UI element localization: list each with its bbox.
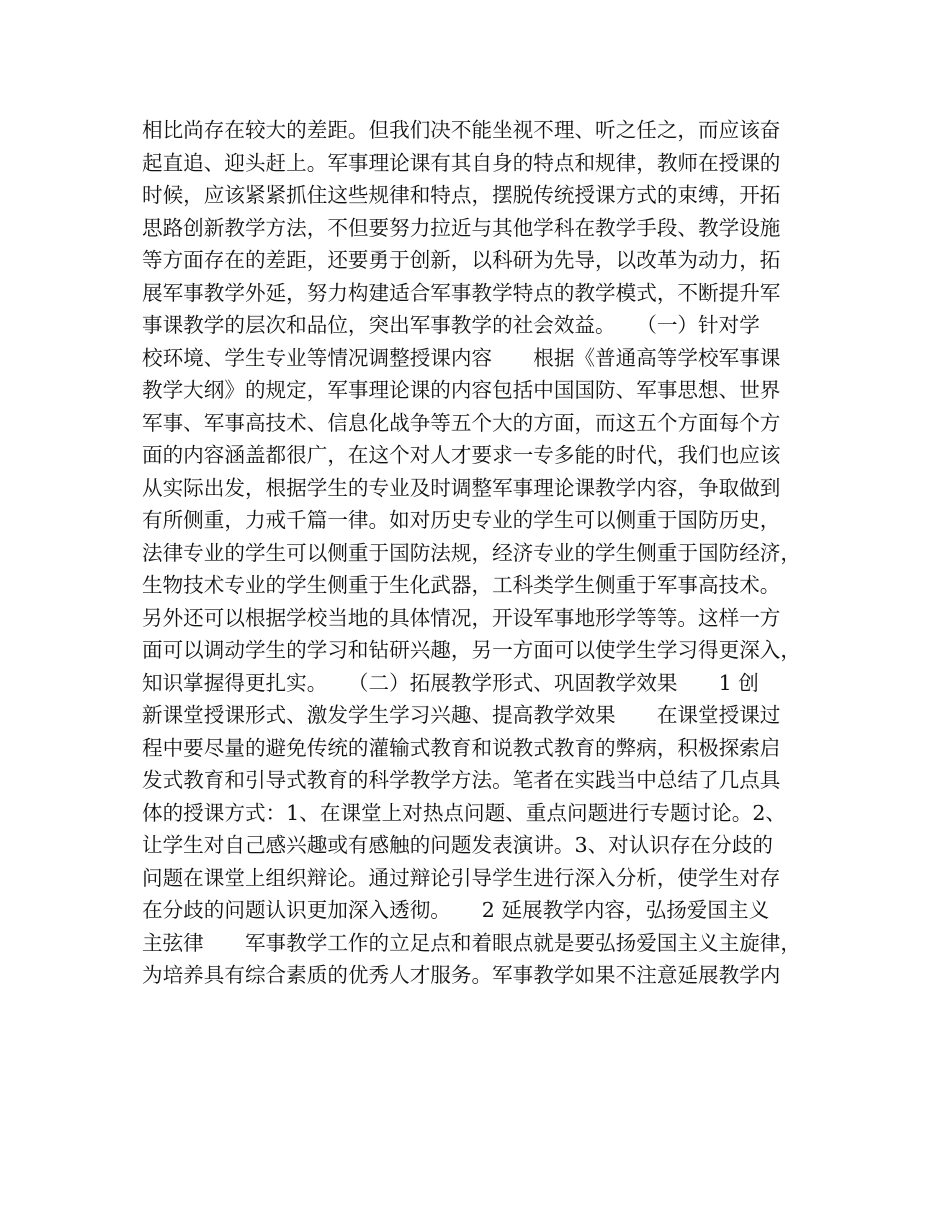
text-line: 在分歧的问题认识更加深入透彻。 2 延展教学内容，弘扬爱国主义 [142,898,770,922]
text-line: 时候，应该紧紧抓住这些规律和特点，摆脱传统授课方式的束缚，开拓 [142,183,781,207]
text-line: 体的授课方式：1、在课堂上对热点问题、重点问题进行专题讨论。2、 [142,800,787,825]
text-line: 让学生对自己感兴趣或有感触的问题发表演讲。3、对认识存在分歧的 [142,833,773,857]
text-line: 面可以调动学生的学习和钻研兴趣，另一方面可以使学生学习得更深入， [142,638,801,662]
text-line: 思路创新教学方法，不但要努力拉近与其他学科在教学手段、教学设施 [142,215,781,240]
text-line: 面的内容涵盖都很广，在这个对人才要求一专多能的时代，我们也应该 [142,443,781,467]
text-line: 起直追、迎头赶上。军事理论课有其自身的特点和规律，教师在授课的 [142,150,781,175]
text-line: 事课教学的层次和品位，突出军事教学的社会效益。 （一）针对学 [142,313,760,337]
body-text [142,114,842,992]
text-line: 等方面存在的差距，还要勇于创新，以科研为先导，以改革为动力，拓 [142,248,781,272]
text-line: 校环境、学生专业等情况调整授课内容 根据《普通高等学校军事课 [142,345,781,370]
text-line: 生物技术专业的学生侧重于生化武器，工科类学生侧重于军事高技术。 [142,573,781,597]
text-line: 另外还可以根据学校当地的具体情况，开设军事地形学等等。这样一方 [142,605,781,630]
text-line: 展军事教学外延，努力构建适合军事教学特点的教学模式，不断提升军 [142,280,781,305]
text-line: 为培养具有综合素质的优秀人才服务。军事教学如果不注意延展教学内 [142,963,781,987]
text-line: 知识掌握得更扎实。 （二）拓展教学形式、巩固教学效果 1 创 [142,670,759,695]
text-line: 法律专业的学生可以侧重于国防法规，经济专业的学生侧重于国防经济， [142,540,801,565]
text-line: 教学大纲》的规定，军事理论课的内容包括中国国防、军事思想、世界 [142,378,781,402]
text-line: 新课堂授课形式、激发学生学习兴趣、提高教学效果 在课堂授课过 [142,703,781,727]
text-line: 有所侧重，力戒千篇一律。如对历史专业的学生可以侧重于国防历史， [142,508,781,532]
text-line: 发式教育和引导式教育的科学教学方法。笔者在实践当中总结了几点具 [142,768,781,792]
text-line: 从实际出发，根据学生的专业及时调整军事理论课教学内容，争取做到 [142,475,781,500]
text-line: 问题在课堂上组织辩论。通过辩论引导学生进行深入分析，使学生对存 [142,865,781,890]
text-line: 相比尚存在较大的差距。但我们决不能坐视不理、听之任之，而应该奋 [142,118,781,142]
text-line: 军事、军事高技术、信息化战争等五个大的方面，而这五个方面每个方 [142,410,781,435]
text-line: 程中要尽量的避免传统的灌输式教育和说教式教育的弊病，积极探索启 [142,735,781,760]
text-line: 主弦律 军事教学工作的立足点和着眼点就是要弘扬爱国主义主旋律， [142,930,801,955]
